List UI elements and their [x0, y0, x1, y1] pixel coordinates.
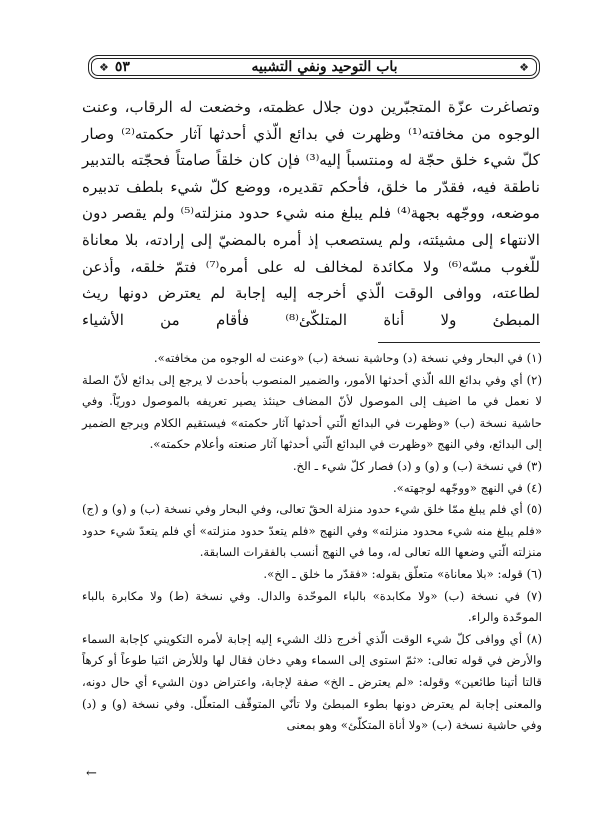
chapter-title: باب التوحيد ونفي التشبيه — [251, 59, 398, 75]
running-header — [88, 55, 540, 79]
ornament-icon: ❖ — [519, 60, 529, 74]
footnote-separator — [378, 342, 540, 343]
header-left-group — [99, 59, 130, 75]
footnote-3: (٣) في نسخة (ب) و (و) و (د) فصار كلّ شيء ـ الخ. — [292, 458, 542, 473]
footnote-7: (٧) في نسخة (ب) «ولا مكابدة» بالباء الموحّدة والدال. وفي نسخة (ط) ولا مكابرة بالباء الموحّدة والراء. — [82, 588, 542, 625]
footnote-6: (٦) قوله: «بلا معاناة» متعلّق بقوله: «فقدّر ما خلق ـ الخ». — [263, 566, 542, 581]
continuation-arrow-icon: ← — [86, 766, 97, 781]
footnote-2: (٢) أي وفي بدائع الله الّذي أحدثها الأمور، والضمير المنصوب بأحدث لا يرجع إلى بدائع لأنّ الصلة لا نعمل في ما اضيف إلى الموصول لأنّ المضاف حينئذ يصير تعريفه بالموصول دوريّاً. وفي حاشية نسخة (ب) «وظهرت في البدائع الّتي أحدثها آثار حكمته» فيستقيم الكلام ويرجع الضمير إلى البدائع، وفي النهج «وظهرت في البدائع الّتي أحدثها آثار صنعته وأعلام حكمته». — [82, 372, 542, 452]
footnote-1: (١) في البحار وفي نسخة (د) وحاشية نسخة (ب) «وعنت له الوجوه من مخافته». — [153, 351, 542, 365]
footnote-8: (٨) أي ووافى كلّ شيء الوقت الّذي أخرج ذلك الشيء إليه إجابة لأمره التكويني كإجابة السماء والأرض في قوله تعالى: «ثمّ استوى إلى السماء وهي دخان فقال لها وللأرض ائتيا طوعاً أو كرهاً قالتا أتينا طائعين» وقوله: «لم يعترض ـ الخ» صفة لإجابة، واعتراض دون الشيء أي حال دونه، والمعنى إجابة لم يعترض دونها بطوء المبطئ ولا تأنّي المتوقّف المتعلّل. وفي نسخة (و) و (د) وفي حاشية نسخة (ب) «ولا أناة المتكلّئ» وهو بمعنى — [82, 631, 542, 733]
body-paragraph: وتصاغرت عزّة المتجبّرين دون جلال عظمته، وخضعت له الرقاب، وعنت الوجوه من مخافته⁽¹⁾ وظهرت في بدائع الّذي أحدثها آثار حكمته⁽²⁾ وصار كلّ شيء خلق حجّة له ومنتسباً إليه⁽³⁾ فإن كان خلقاً صامتاً فحجّته بالتدبير ناطقة فيه، فقدّر ما خلق، فأحكم تقديره، ووضع كلّ شيء بلطف تدبيره موضعه، ووجّهه بجهة⁽⁴⁾ فلم يبلغ منه شيء حدود منزلته⁽⁵⁾ ولم يقصر دون الانتهاء إلى مشيئته، ولم يستصعب إذ أمره بالمضيّ إلى إرادته، بلا معاناة للّغوب مسّه⁽⁶⁾ ولا مكائدة لمخالف له على أمره⁽⁷⁾ فتمّ خلقه، وأذعن لطاعته، ووافى الوقت الّذي أخرجه إليه إجابة لم يعترض دونها ريث المبطئ ولا أناة المتلكّئ⁽⁸⁾ فأقام من الأشياء — [82, 98, 540, 329]
page-number: ٥٣ — [114, 59, 130, 75]
ornament-icon: ❖ — [99, 60, 109, 74]
main-text — [82, 94, 540, 333]
footnotes — [82, 348, 542, 737]
footnote-5: (٥) أي فلم يبلغ ممّا خلق شيء حدود منزلة الحقّ تعالى، وفي البحار وفي نسخة (ب) و (و) و (ج) «فلم يبلغ منه شيء محدود منزلته» وفي النهج «فلم يتعدّ حدود منزلته» أي فلم يتعدّ شيء حدود منزلته الّتي وضعها الله تعالى له، وما في النهج أنسب بالفقرات السابقة. — [82, 502, 542, 560]
footnote-4: (٤) في النهج «ووجّهه لوجهته». — [392, 480, 542, 495]
